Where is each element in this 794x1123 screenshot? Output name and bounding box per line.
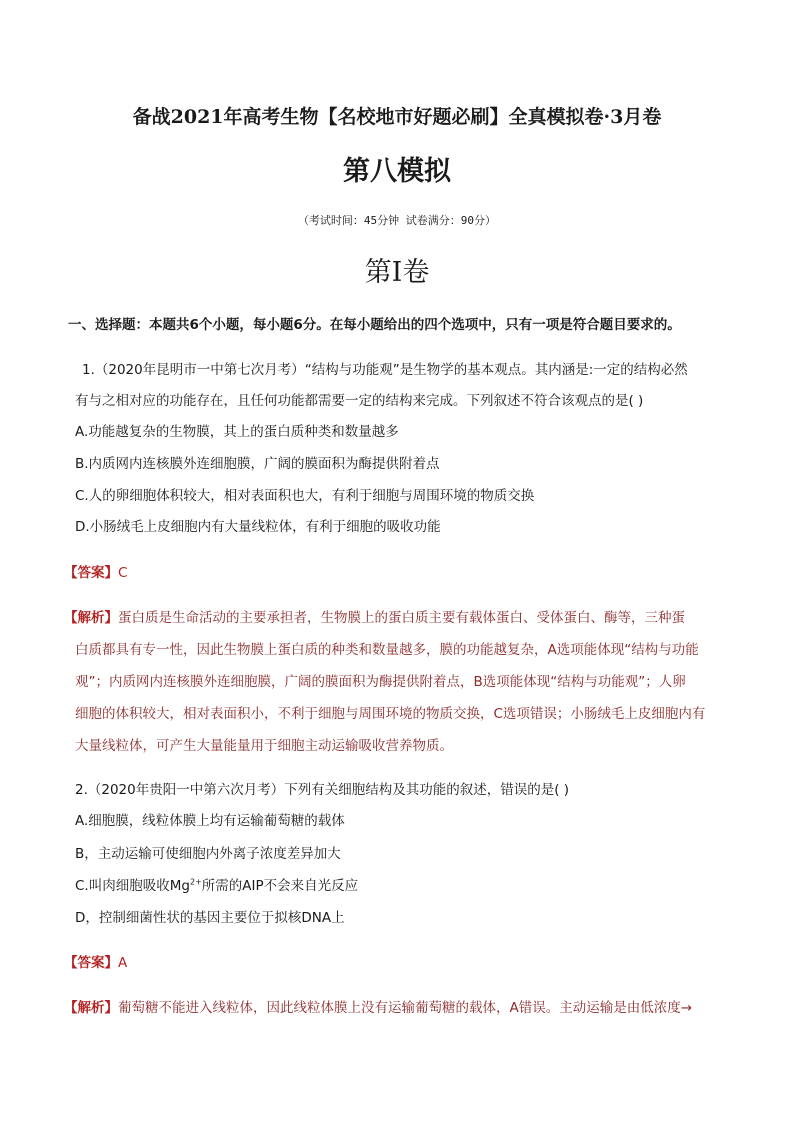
q2-explanation-line1 bbox=[64, 998, 692, 1018]
q1-stem-line1: 1.（2020年昆明市一中第七次月考）“结构与功能观”是生物学的基本观点。其内涵是:一定的结构必然 bbox=[82, 362, 688, 378]
volume-heading: 第Ⅰ卷 bbox=[364, 257, 430, 288]
q2-option-a: A.细胞膜，线粒体膜上均有运输葡萄糖的载体 bbox=[75, 813, 345, 829]
exam-time-info: （考试时间：45分钟 试卷满分：90分） bbox=[297, 214, 497, 227]
explanation-tag: 【解析】 bbox=[64, 1000, 118, 1016]
answer-value: A bbox=[118, 955, 128, 971]
q1-explanation-line4: 细胞的体积较大，相对表面积小，不利于细胞与周围环境的物质交换，C选项错误；小肠绒毛上皮细胞内有 bbox=[75, 706, 706, 722]
q1-stem-line2: 有与之相对应的功能存在，且任何功能都需要一定的结构来完成。下列叙述不符合该观点的是( ) bbox=[75, 393, 644, 409]
answer-tag: 【答案】 bbox=[64, 955, 118, 971]
document-subtitle: 第八模拟 bbox=[343, 156, 451, 187]
explanation-tag: 【解析】 bbox=[64, 610, 118, 626]
explanation-text: 蛋白质是生命活动的主要承担者，生物膜上的蛋白质主要有载体蛋白、受体蛋白、酶等，三种蛋 bbox=[118, 610, 685, 626]
q1-explanation-line5: 大量线粒体，可产生大量能量用于细胞主动运输吸收营养物质。 bbox=[75, 738, 453, 754]
q2-option-c-text-tail: 所需的AIP不会来自光反应 bbox=[201, 878, 359, 894]
q2-option-d: D，控制细菌性状的基因主要位于拟核DNA上 bbox=[75, 910, 345, 926]
q1-explanation-line3: 观”；内质网内连核膜外连细胞膜，广阔的膜面积为酶提供附着点，B选项能体现“结构与功能观”；人卵 bbox=[75, 674, 686, 690]
q1-option-d: D.小肠绒毛上皮细胞内有大量线粒体，有利于细胞的吸收功能 bbox=[75, 519, 441, 535]
q2-stem: 2.（2020年贵阳一中第六次月考）下列有关细胞结构及其功能的叙述，错误的是( ) bbox=[75, 782, 570, 798]
q1-option-b: B.内质网内连核膜外连细胞膜，广阔的膜面积为酶提供附着点 bbox=[75, 456, 440, 472]
q1-explanation-line1 bbox=[64, 608, 685, 628]
explanation-text: 葡萄糖不能进入线粒体，因此线粒体膜上没有运输葡萄糖的载体，A错误。主动运输是由低浓度→ bbox=[118, 1000, 693, 1016]
q1-option-c: C.人的卵细胞体积较大，相对表面积也大，有利于细胞与周围环境的物质交换 bbox=[75, 488, 535, 504]
document-title: 备战2021年高考生物【名校地市好题必刷】全真模拟卷·3月卷 bbox=[132, 106, 662, 128]
q1-explanation-line2: 白质都具有专一性，因此生物膜上蛋白质的种类和数量越多，膜的功能越复杂，A选项能体现“结构与功能 bbox=[75, 642, 699, 658]
q2-option-b: B，主动运输可使细胞内外离子浓度差异加大 bbox=[75, 846, 341, 862]
q1-option-a: A.功能越复杂的生物膜，其上的蛋白质种类和数量越多 bbox=[75, 424, 399, 440]
q2-answer bbox=[64, 953, 127, 973]
q2-option-c bbox=[75, 876, 358, 896]
q2-option-c-text: C.叫肉细胞吸收Mg bbox=[75, 878, 190, 894]
q2-option-c-superscript: 2+ bbox=[189, 877, 202, 887]
section-heading: 一、选择题：本题共6个小题，每小题6分。在每小题给出的四个选项中，只有一项是符合题目要求的。 bbox=[68, 317, 681, 333]
answer-tag: 【答案】 bbox=[64, 565, 118, 581]
q1-answer bbox=[64, 563, 127, 583]
answer-value: C bbox=[118, 565, 128, 581]
